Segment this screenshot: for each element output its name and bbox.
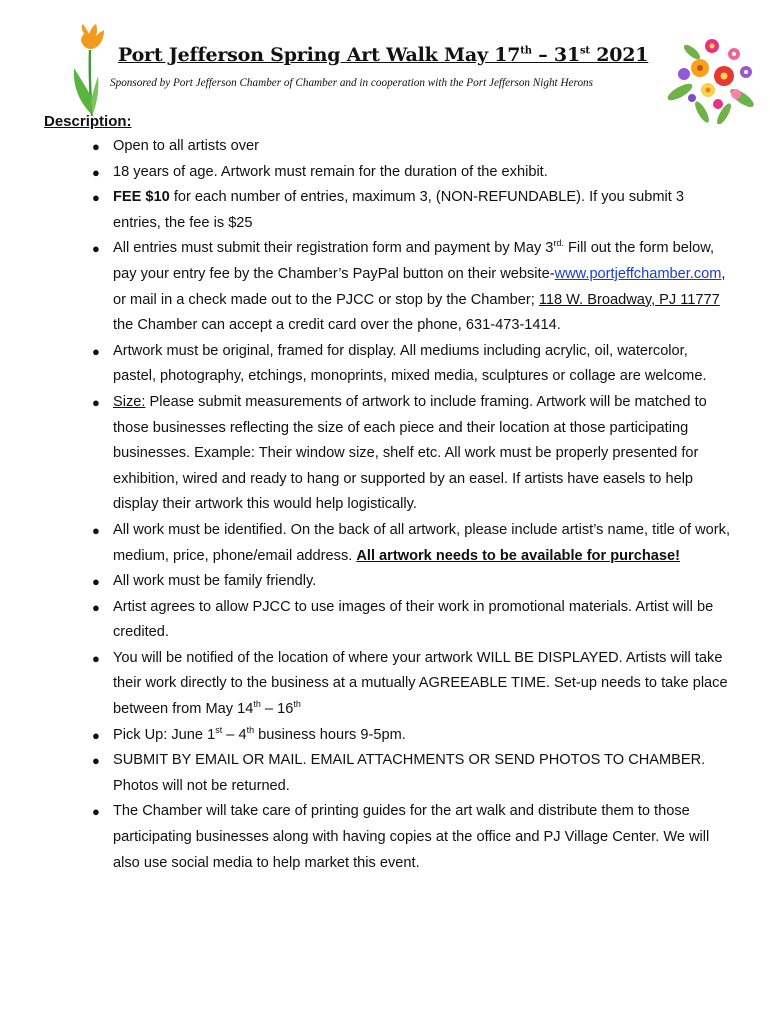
bullet-icon: ● xyxy=(92,164,100,180)
item-text: SUBMIT BY EMAIL OR MAIL. EMAIL ATTACHMENTS OR SEND PHOTOS TO CHAMBER. Photos will not be returned. xyxy=(113,752,706,794)
item-text: The Chamber will take care of printing guides for the art walk and distribute them to those participating businesses along with having copies at the office and PJ Village Center. We will also use social media to help market this event. xyxy=(113,803,710,871)
item-text: Please submit measurements of artwork to include framing. Artwork will be matched to those businesses reflecting the size of each piece and their location at those participating businesses. Example: Their window size, shelf etc. All work must be properly presented for exhibition, wired and ready to hang or supported by an easel. If artists have easels to help display their artwork this would help logistically. xyxy=(113,393,707,513)
requirements-list xyxy=(92,134,733,876)
superscript: st xyxy=(215,724,223,735)
superscript: th xyxy=(253,699,261,710)
tulip-illustration-icon xyxy=(70,24,110,119)
bullet-icon: ● xyxy=(92,522,100,538)
page-title xyxy=(118,44,648,66)
item-text: Open to all artists over xyxy=(113,138,260,154)
list-item xyxy=(92,646,733,723)
list-item xyxy=(92,595,733,646)
item-text: Pick Up: June 1 xyxy=(113,726,216,743)
list-item xyxy=(92,748,733,799)
item-text: All work must be identified. On the back of all artwork, please include artist’s name, title of work, medium, price, phone/email address. xyxy=(113,521,730,564)
bullet-icon: ● xyxy=(92,727,100,743)
bullet-icon: ● xyxy=(92,139,100,154)
list-item xyxy=(92,518,733,569)
title-year: 2021 xyxy=(589,44,649,66)
list-item xyxy=(92,569,733,595)
item-text: Fill out the form below, pay your entry fee by the Chamber’s PayPal button on their website- xyxy=(113,240,714,282)
bullet-icon: ● xyxy=(92,241,100,257)
flower-bouquet-icon xyxy=(662,32,762,124)
item-text: , or mail in a check made out to the PJCC or stop by the Chamber; xyxy=(113,265,726,308)
size-label: Size: xyxy=(113,393,146,410)
fee-label: FEE $10 xyxy=(113,189,170,206)
item-text: Artwork must be original, framed for display. All mediums including acrylic, oil, watercolor, pastel, photography, etchings, monoprints, mixed media, sculptures or collage are welcome. xyxy=(113,342,707,385)
list-item xyxy=(92,185,733,236)
title-text: – 31 xyxy=(531,44,580,66)
purchase-notice: All artwork needs to be available for purchase! xyxy=(356,547,680,564)
superscript: rd. xyxy=(553,238,564,249)
item-text: the Chamber can accept a credit card over the phone, 631-473-1414. xyxy=(113,317,561,334)
superscript: th xyxy=(293,699,301,710)
superscript: th xyxy=(246,724,255,735)
bullet-icon: ● xyxy=(92,394,100,410)
list-item xyxy=(92,134,733,160)
item-text: – 16 xyxy=(260,701,294,718)
bullet-icon: ● xyxy=(92,343,100,359)
bullet-icon: ● xyxy=(92,650,100,666)
chamber-address: 118 W. Broadway, PJ 11777 xyxy=(538,291,720,308)
item-text: business hours 9-5pm. xyxy=(254,726,406,743)
description-heading: Description: xyxy=(44,113,132,130)
item-text: All work must be family friendly. xyxy=(113,573,317,590)
title-superscript: st xyxy=(579,45,590,57)
list-item xyxy=(92,799,733,876)
list-item xyxy=(92,236,733,338)
item-text: You will be notified of the location of where your artwork WILL BE DISPLAYED. Artists will take their work directly to the business at a mutually AGREEABLE TIME. Set-up needs to take place between from May 14 xyxy=(113,649,728,718)
item-text: All entries must submit their registration form and payment by May 3 xyxy=(113,240,554,257)
item-text: 18 years of age. Artwork must remain for the duration of the exhibit. xyxy=(113,163,548,180)
subtitle: Sponsored by Port Jefferson Chamber of Chamber and in cooperation with the Port Jefferson Night Herons xyxy=(110,77,593,89)
bullet-icon: ● xyxy=(92,574,100,590)
bullet-icon: ● xyxy=(92,804,100,820)
item-text: – 4 xyxy=(222,726,247,743)
list-item xyxy=(92,160,733,186)
list-item xyxy=(92,339,733,390)
item-text: for each number of entries, maximum 3, (NON-REFUNDABLE). If you submit 3 entries, the fee is $25 xyxy=(113,189,684,231)
title-superscript: th xyxy=(520,45,532,57)
chamber-website-link[interactable]: www.portjeffchamber.com xyxy=(554,265,722,282)
bullet-icon: ● xyxy=(92,190,100,206)
item-text: Artist agrees to allow PJCC to use images of their work in promotional materials. Artist will be credited. xyxy=(113,598,714,641)
bullet-icon: ● xyxy=(92,599,100,615)
title-text: Port Jefferson Spring Art Walk May 17 xyxy=(118,44,521,66)
list-item xyxy=(92,723,733,749)
list-item xyxy=(92,390,733,518)
bullet-icon: ● xyxy=(92,753,100,769)
